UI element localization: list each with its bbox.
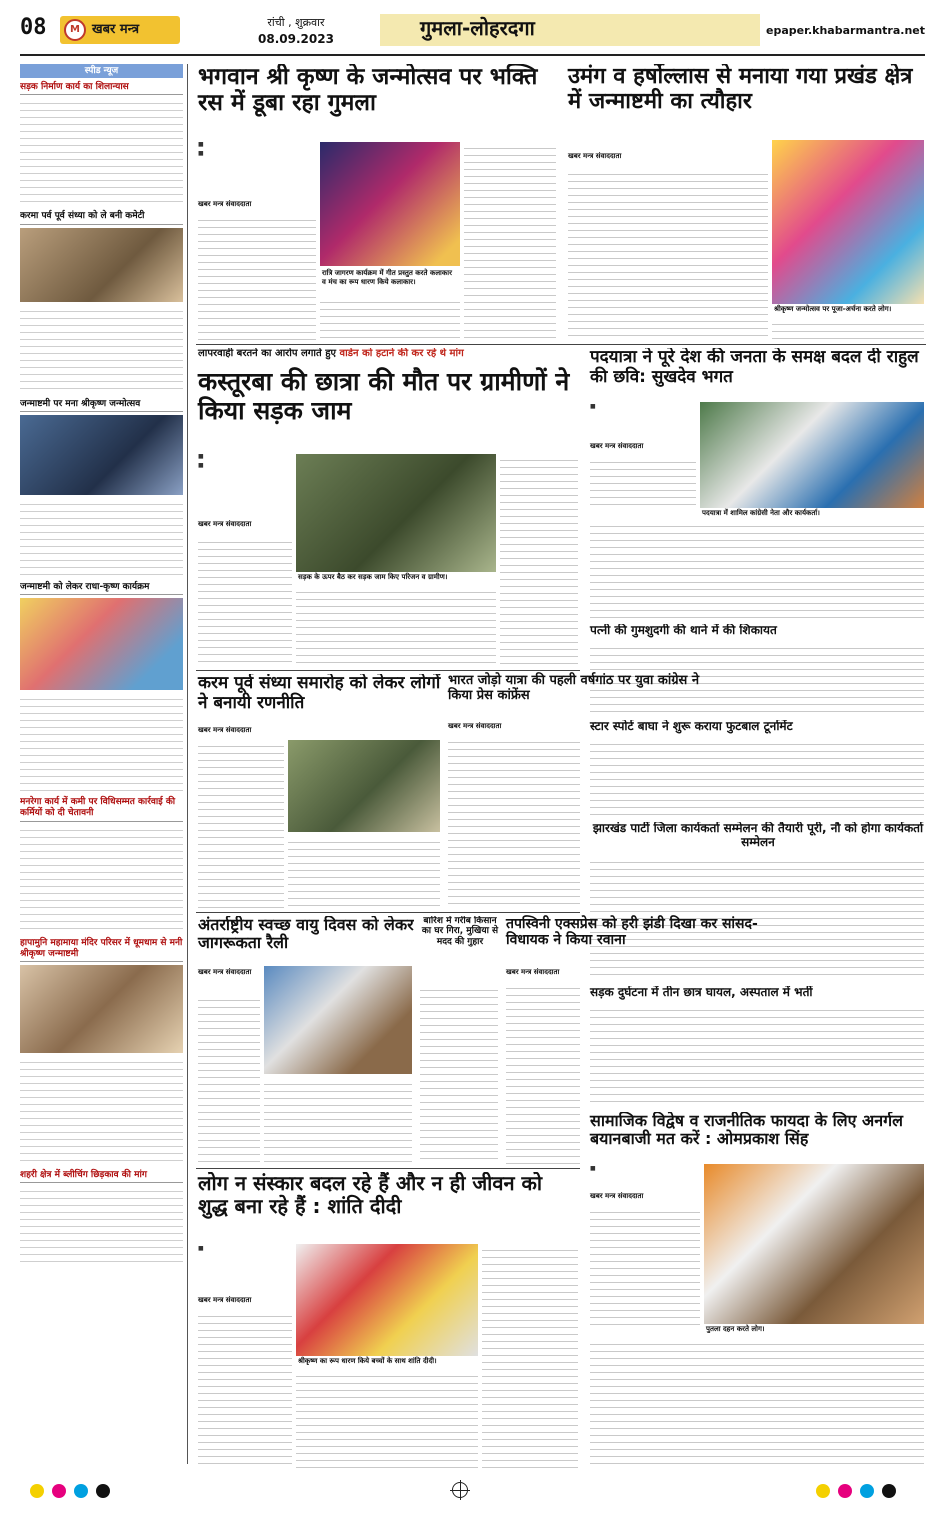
photo-caption: सड़क के ऊपर बैठ कर सड़क जाम किए परिजन व ग्रामीण। [296,572,496,583]
epaper-link[interactable]: epaper.khabarmantra.net [766,24,925,37]
article-highlights [198,452,290,471]
photo-caption: श्रीकृष्ण जन्मोत्सव पर पूजा-अर्चना करते लोग। [772,304,924,315]
place-day: रांची , शुक्रवार [267,16,325,29]
article-highlights [198,1244,292,1253]
speed-news-body [20,693,183,793]
registration-dot [816,1484,830,1498]
article-football [588,720,926,818]
article-headline: सड़क दुर्घटना में तीन छात्र घायल, अस्पताल में भर्ती [590,986,813,999]
article-byline: खबर मन्त्र संवाददाता [198,726,252,734]
rally-photo [264,966,412,1074]
article-headline: भगवान श्री कृष्ण के जन्मोत्सव पर भक्ति रस में डूबा रहा गुमला [198,64,538,117]
article-body [420,984,498,1164]
article-krishna-gumla [196,64,558,342]
children-krishna-photo [296,1244,478,1356]
article-headline: बारिश में गरीब किसान का घर गिरा, मुखिया से मदद की गुहार [421,916,499,947]
highlight-line [198,149,318,158]
news-photo [20,228,183,302]
print-registration-marks [0,1480,945,1510]
speed-news-body [20,305,183,395]
registration-dot [882,1484,896,1498]
article-karam-meeting [196,674,442,910]
highlight-line [198,1244,292,1253]
article-body [288,836,440,908]
speed-news-heading: शहरी क्षेत्र में ब्लीचिंग छिड़काव की मांग [20,1170,183,1183]
article-body [320,296,460,340]
photo-caption: पुतला दहन करते लोग। [704,1324,924,1335]
article-body [568,168,768,340]
meeting-photo [288,740,440,832]
article-road-accident [588,986,926,1108]
brand-name: खबर मन्त्र [92,21,140,37]
article-shanti-didi [196,1172,580,1472]
article-headline: उमंग व हर्षोल्लास से मनाया गया प्रखंड क्षेत्र में जन्माष्टमी का त्यौहार [568,64,913,115]
article-body [482,1244,578,1468]
article-body [464,142,556,340]
article-headline: पदयात्रा ने पूरे देश की जनता के समक्ष बदल दी राहुल की छवि: सुखदेव भगत [590,348,919,387]
registration-dot [52,1484,66,1498]
article-body [590,1004,924,1106]
photo-caption: श्रीकृष्ण का रूप धारण किये बच्चों के साथ शांति दीदी। [296,1356,478,1367]
speed-news-body [20,1185,183,1265]
highlight-line [198,140,318,149]
speed-news-heading: सड़क निर्माण कार्य का शिलान्यास [20,82,183,95]
krishna-stage-photo [320,142,460,266]
divider [196,344,926,345]
article-janmashtami-block [566,64,926,342]
section-title: गुमला-लोहरदगा [380,14,760,46]
article-headline: सामाजिक विद्वेष व राजनीतिक फायदा के लिए अनर्गल बयानबाजी मत करें : ओमप्रकाश सिंह [590,1112,903,1149]
article-body [198,740,284,908]
registration-dot [838,1484,852,1498]
dateline [258,16,334,47]
article-byline: खबर मन्त्र संवाददाता [198,968,252,976]
article-highlights [198,140,318,159]
speed-news-heading: मनरेगा कार्य में कमी पर विधिसम्मत कार्रवाई की कर्मियों को दी चेतावनी [20,797,183,822]
article-omprakash-singh [588,1112,926,1472]
article-byline: खबर मन्त्र संवाददाता [568,152,622,160]
effigy-burning-photo [704,1164,924,1324]
article-highlights [590,402,696,411]
speed-news-heading: जन्माष्टमी पर मना श्रीकृष्ण जन्मोत्सव [20,399,183,412]
article-highlights [590,1164,680,1173]
article-byline: खबर मन्त्र संवाददाता [590,1192,644,1200]
speed-news-body [20,97,183,207]
article-body [590,456,696,506]
kicker-highlight: वार्डन को हटाने की कर रहे थे मांग [339,348,464,359]
article-farmer-house [418,916,500,1166]
registration-dot [96,1484,110,1498]
article-body [296,1370,478,1468]
photo-caption: पदयात्रा में शामिल कांग्रेसी नेता और कार्यकर्ता। [700,508,924,519]
brand-logo-icon: M [64,19,86,41]
congress-rally-photo [700,402,924,508]
article-body [590,1206,700,1330]
page-number: 08 [20,15,47,40]
article-headline: कस्तूरबा की छात्रा की मौत पर ग्रामीणों ने किया सड़क जाम [198,367,570,425]
photo-caption: रात्रि जागरण कार्यक्रम में गीत प्रस्तुत करते कलाकार व मंच का रूप धारण किये कलाकार। [320,268,460,288]
article-body [590,520,924,618]
speed-news-body [20,498,183,578]
article-kasturba [196,348,580,668]
article-byline: खबर मन्त्र संवाददाता [198,520,252,528]
article-body [264,1078,412,1164]
article-body [296,586,496,664]
divider [196,1168,580,1169]
article-byline: खबर मन्त्र संवाददाता [590,442,644,450]
speed-news-body [20,824,183,934]
article-clean-air-rally [196,916,414,1166]
article-headline: झारखंड पार्टी जिला कार्यकर्ता सम्मेलन की तैयारी पूरी, नौ को होगा कार्यकर्ता सम्मेलन [592,822,924,849]
article-body [500,454,578,664]
article-body [772,318,924,340]
speed-news-body [20,1056,183,1166]
speed-news-heading: करमा पर्व पूर्व संध्या को ले बनी कमेटी [20,211,183,224]
children-dressed-photo [772,140,924,304]
highlight-line [198,452,290,461]
article-headline: पत्नी की गुमशुदगी की थाने में की शिकायत [590,624,777,637]
divider [196,670,580,671]
article-byline: खबर मन्त्र संवाददाता [506,968,560,976]
article-headline: अंतर्राष्ट्रीय स्वच्छ वायु दिवस को लेकर जागरूकता रैली [198,916,414,953]
article-headline: करम पूर्व संध्या समारोह को लेकर लोगों ने बनायी रणनीति [198,674,441,713]
article-headline: भारत जोड़ो यात्रा की पहली वर्षगांठ पर युवा कांग्रेस ने किया प्रेस कांफ्रेंस [448,673,700,703]
news-photo [20,598,183,690]
article-body [198,1310,292,1468]
issue-date: 08.09.2023 [258,31,334,46]
registration-dot [74,1484,88,1498]
news-photo [20,415,183,495]
divider [196,912,580,913]
masthead [20,10,925,56]
highlight-line [198,461,290,470]
article-body [198,536,292,664]
registration-dot [30,1484,44,1498]
article-headline: लोग न संस्कार बदल रहे हैं और न ही जीवन को शुद्ध बना रहे हैं : शांति दीदी [198,1172,543,1218]
article-byline: खबर मन्त्र संवाददाता [448,722,502,730]
article-byline: खबर मन्त्र संवाददाता [198,200,252,208]
highlight-line [590,402,696,411]
article-body [506,982,580,1164]
news-photo [20,965,183,1053]
speed-news-heading: जन्माष्टमी को लेकर राधा-कृष्ण कार्यक्रम [20,582,183,595]
kicker-text: लापरवाही बरतने का आरोप लगाते हुए [198,348,337,359]
article-kicker [198,348,464,361]
article-byline: खबर मन्त्र संवाददाता [198,1296,252,1304]
speed-news-tag: स्पीड न्यूज [20,64,183,78]
article-body [198,214,316,340]
registration-dot [860,1484,874,1498]
article-body [590,1338,924,1468]
article-body [590,738,924,816]
article-headline: तपस्विनी एक्सप्रेस को हरी झंडी दिखा कर सांसद-विधायक ने किया रवाना [506,916,758,949]
speed-news-column [20,64,188,1464]
article-jharkhand-party [588,822,926,982]
speed-news-heading: हापामुनि महामाया मंदिर परिसर में धूमधाम से मनी श्रीकृष्ण जन्माष्टमी [20,938,183,963]
highlight-line [590,1164,680,1173]
article-body [198,994,260,1164]
article-padyatra [588,348,926,620]
article-body [448,736,580,908]
article-headline: स्टार स्पोर्ट बाघा ने शुरू कराया फुटबाल टूर्नामेंट [590,720,793,733]
brand-badge[interactable] [60,16,180,44]
crosshair-icon [452,1482,468,1498]
road-block-photo [296,454,496,572]
